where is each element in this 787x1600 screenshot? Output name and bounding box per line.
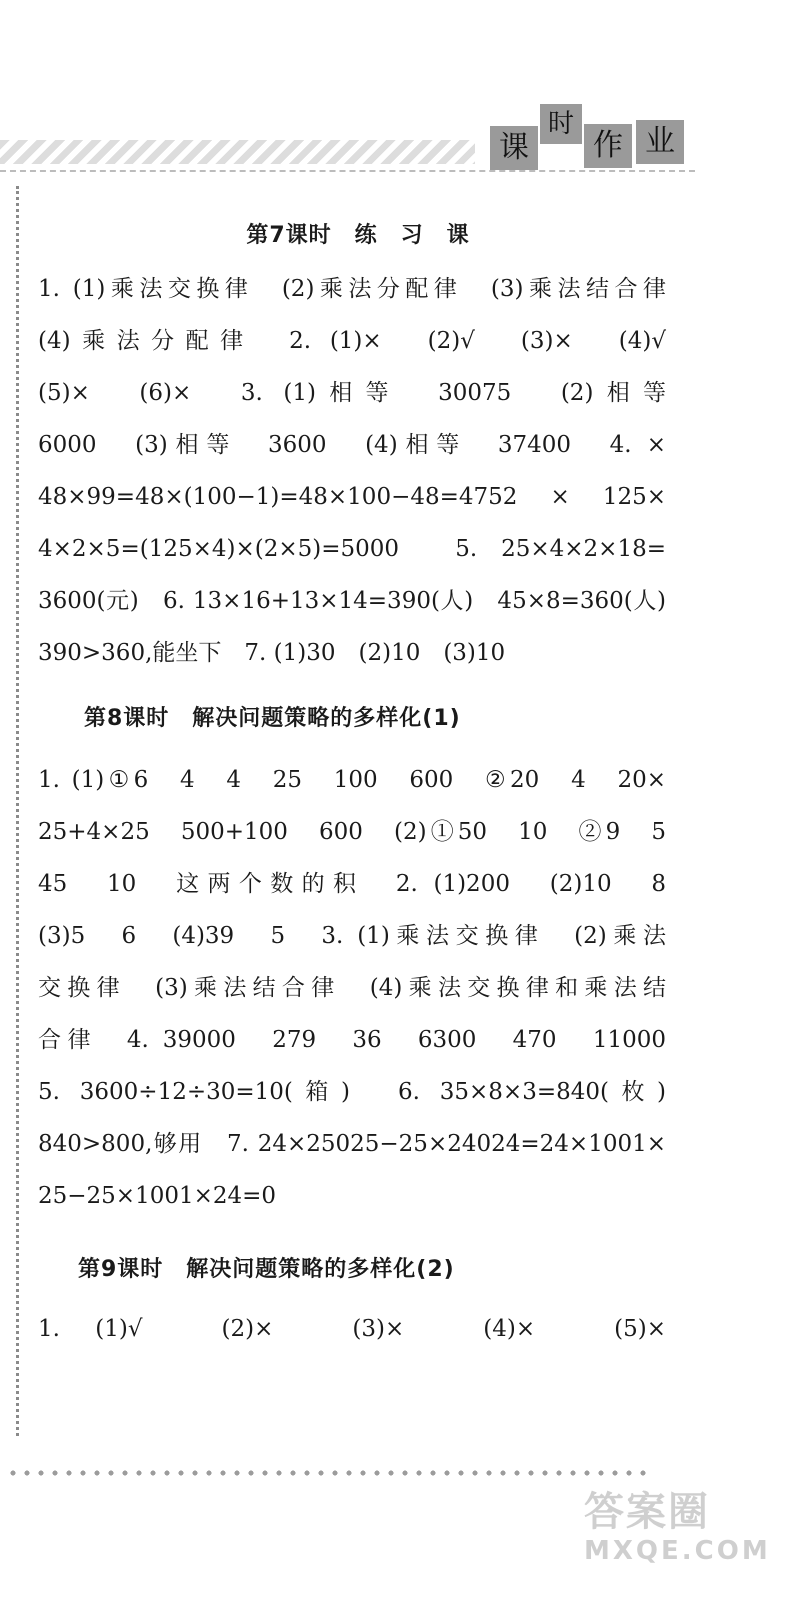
header-rule <box>0 170 695 172</box>
section-title-lesson-9: 第9课时 解决问题策略的多样化(2) <box>78 1257 455 1282</box>
header-dash-strip <box>0 140 475 164</box>
watermark-logo <box>584 1488 774 1588</box>
answer-line: 合律 4. 39000 279 36 6300 470 11000 <box>38 1027 666 1053</box>
section-title-lesson-8: 第8课时 解决问题策略的多样化(1) <box>84 706 461 731</box>
answer-line: 25−25×1001×24=0 <box>38 1183 277 1209</box>
answer-line: 1. (1)√ (2)× (3)× (4)× (5)× <box>38 1316 666 1342</box>
answer-line: (3)5 6 (4)39 5 3. (1)乘法交换律 (2)乘法 <box>38 923 666 949</box>
section-body-lesson-9 <box>38 1303 678 1355</box>
answer-line: 1. (1)乘法交换律 (2)乘法分配律 (3)乘法结合律 <box>38 276 666 302</box>
answer-content <box>38 218 678 1355</box>
badge-char-1: 课 <box>490 126 538 170</box>
section-title-lesson-7: 第7课时 练 习 课 <box>246 223 470 248</box>
answer-line: 3600(元) 6. 13×16+13×14=390(人) 45×8=360(人) <box>38 588 666 614</box>
answer-line: 4×2×5=(125×4)×(2×5)=5000 5. 25×4×2×18= <box>38 536 666 562</box>
answer-line: 25+4×25 500+100 600 (2)①50 10 ②9 5 <box>38 819 666 845</box>
header-badge <box>490 109 690 166</box>
section-body-lesson-8 <box>38 754 678 1222</box>
badge-char-3: 作 <box>584 124 632 168</box>
watermark-text: 答案圈 <box>584 1489 710 1535</box>
answer-line: 6000 (3)相等 3600 (4)相等 37400 4. × <box>38 432 666 458</box>
answer-line: 交换律 (3)乘法结合律 (4)乘法交换律和乘法结 <box>38 975 666 1001</box>
answer-line: 5. 3600÷12÷30=10(箱) 6. 35×8×3=840(枚) <box>38 1079 666 1105</box>
answer-line: 840>800,够用 7. 24×25025−25×24024=24×1001× <box>38 1131 666 1157</box>
left-dotted-border <box>16 186 19 1436</box>
answer-line: 48×99=48×(100−1)=48×100−48=4752 × 125× <box>38 484 666 510</box>
answer-line: 1. (1)①6 4 4 25 100 600 ②20 4 20× <box>38 767 666 793</box>
badge-char-4: 业 <box>636 120 684 164</box>
footer-dotted-border <box>6 1466 646 1480</box>
answer-line: (5)× (6)× 3. (1)相等 30075 (2)相等 <box>38 380 666 406</box>
answer-line: 45 10 这两个数的积 2. (1)200 (2)10 8 <box>38 871 666 897</box>
section-body-lesson-7 <box>38 263 678 679</box>
answer-line: (4)乘法分配律 2. (1)× (2)√ (3)× (4)√ <box>38 328 666 354</box>
answer-line: 390>360,能坐下 7. (1)30 (2)10 (3)10 <box>38 640 506 666</box>
watermark-url: MXQE.COM <box>584 1536 771 1566</box>
badge-char-2: 时 <box>540 104 582 144</box>
